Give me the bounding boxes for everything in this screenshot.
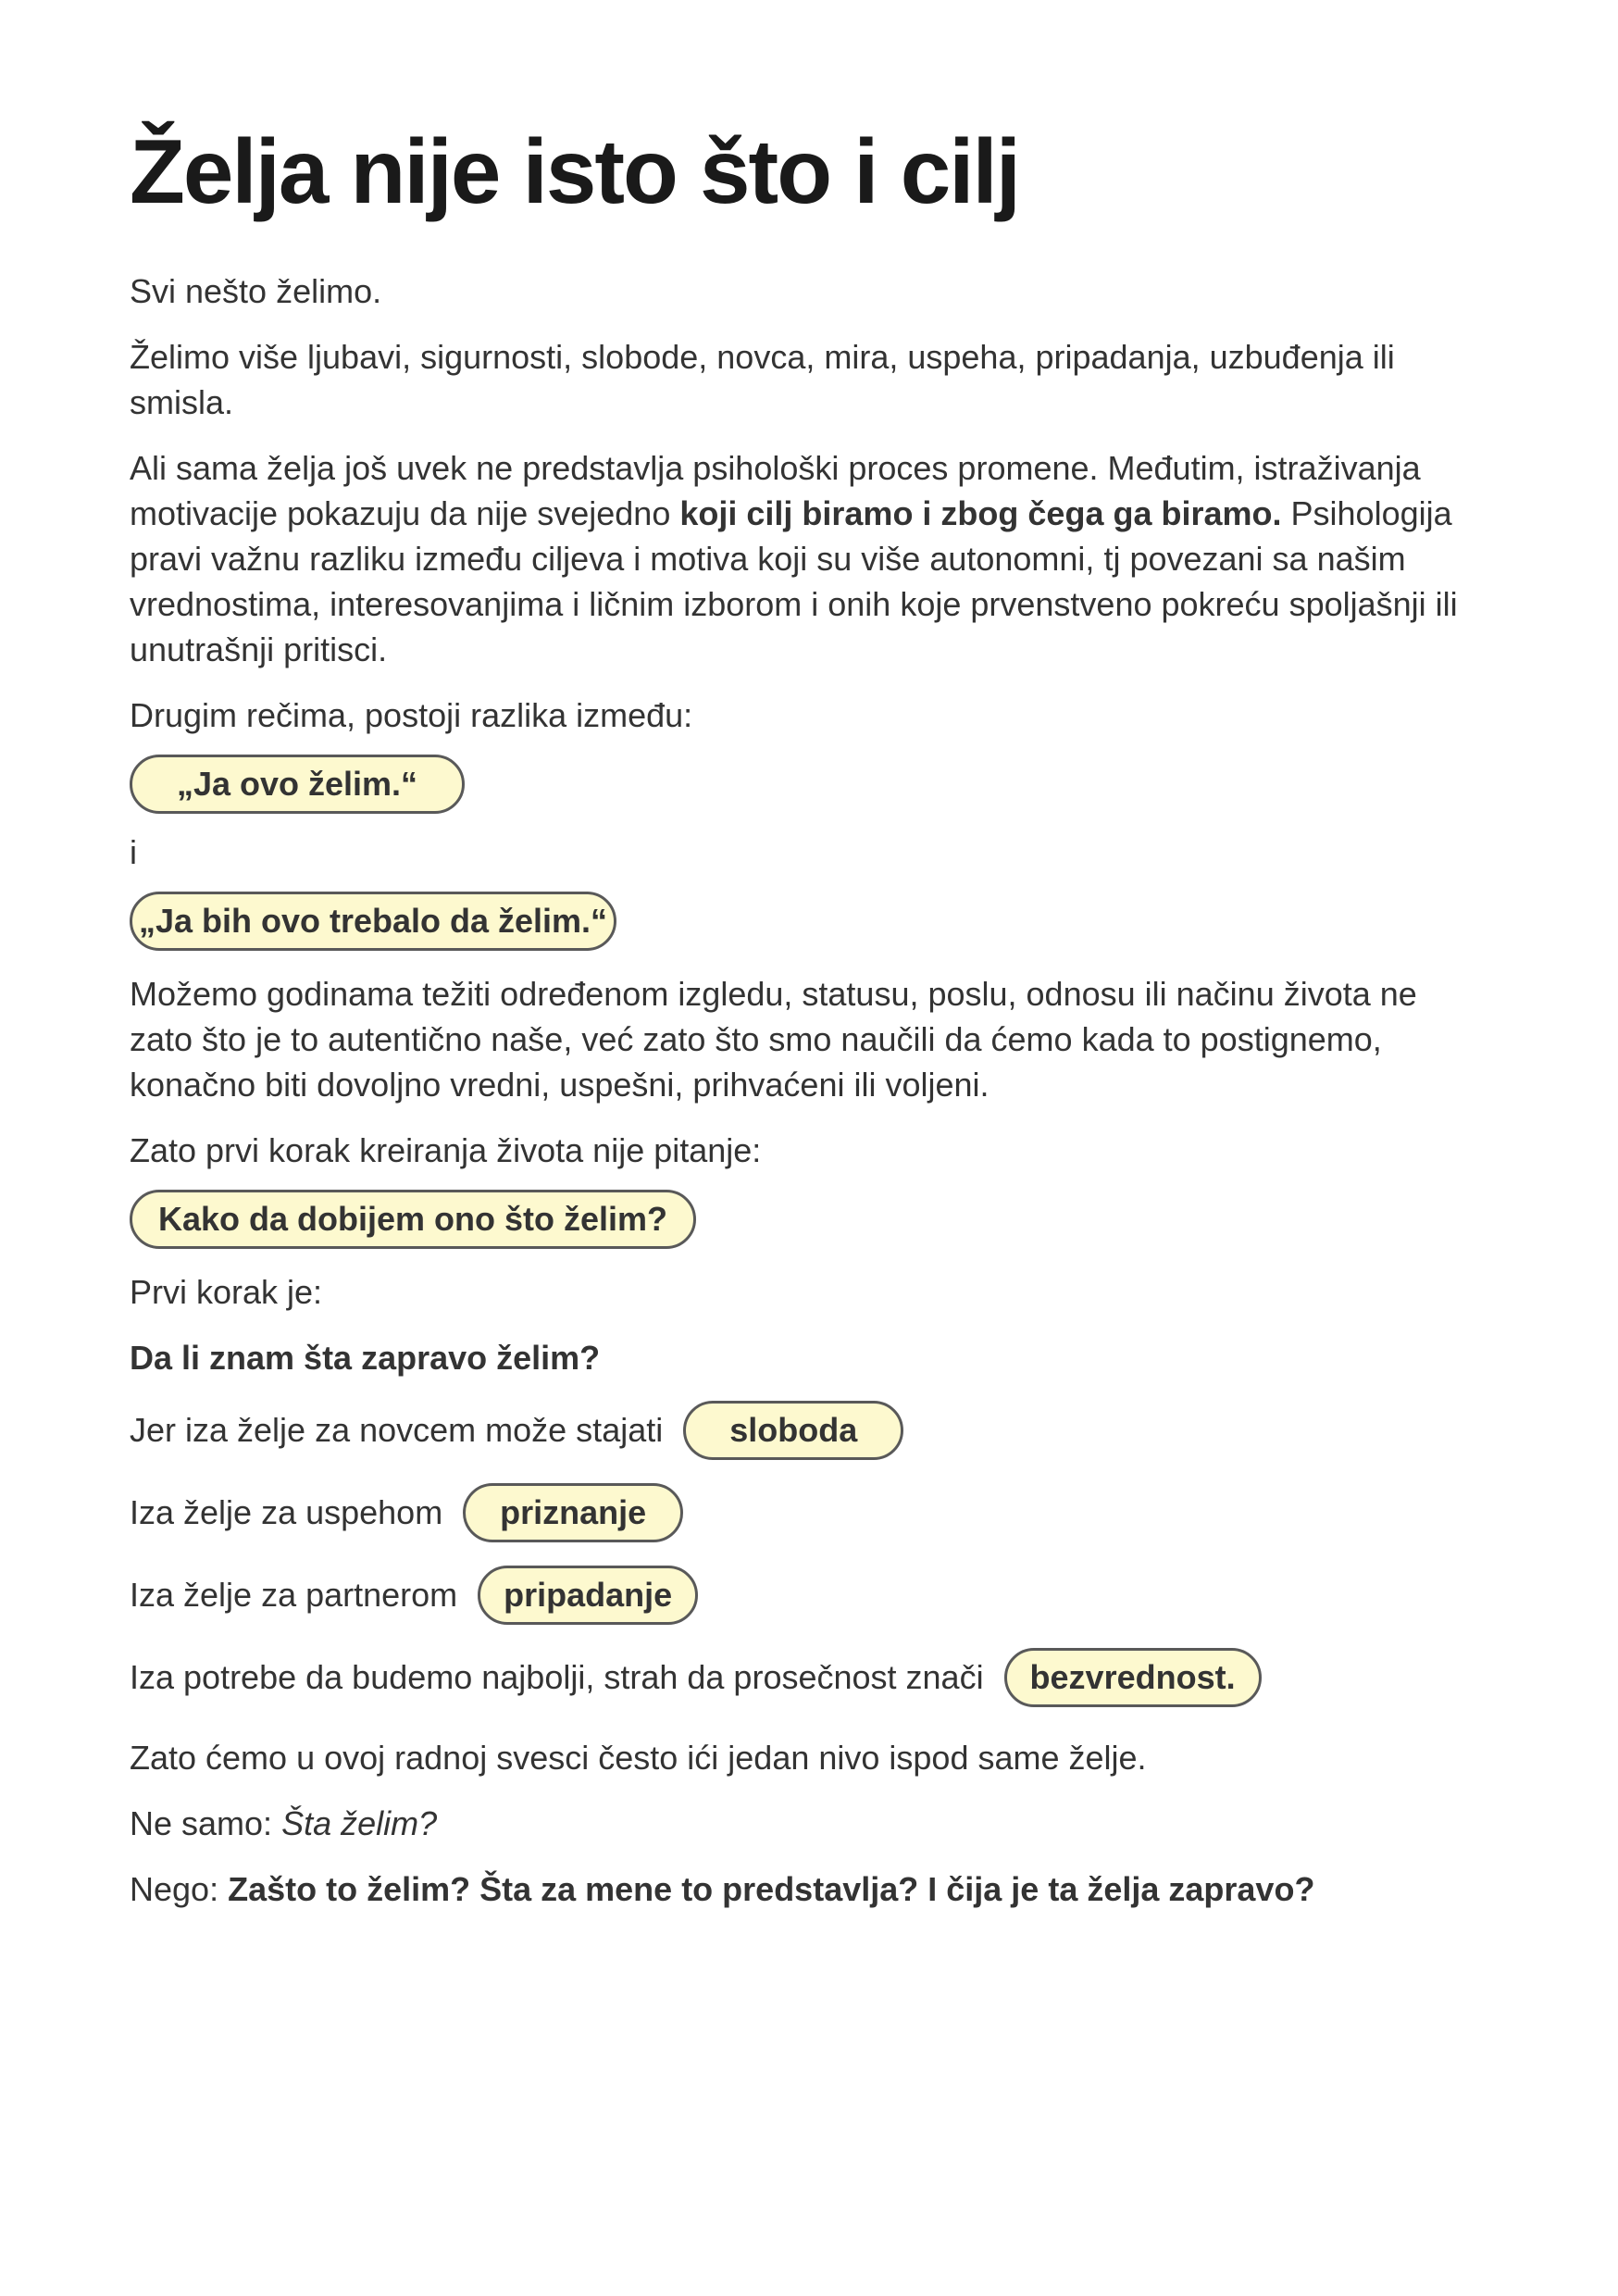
motivation-emphasis: koji cilj biramo i zbog čega ga biramo. bbox=[679, 493, 1282, 532]
closing-but-questions: Zašto to želim? Šta za mene to predstavlja? I čija je ta želja zapravo? bbox=[228, 1869, 1315, 1908]
motivation-text-start: Ali sama želja još uvek ne predstavlja psihološki proces promene. Međutim, istraživanja motivacije pokazuju da nije svejedno bbox=[130, 448, 1421, 532]
motivation-paragraph bbox=[130, 445, 1488, 672]
page-title: Želja nije isto što i cilj bbox=[130, 120, 1019, 222]
desire-pill-belonging: pripadanje bbox=[478, 1566, 698, 1625]
intro-paragraph: Svi nešto želimo. bbox=[130, 271, 382, 310]
connector-text: i bbox=[130, 832, 137, 871]
difference-intro: Drugim rečima, postoji razlika između: bbox=[130, 695, 693, 734]
quote-pill-want: „Ja ovo želim.“ bbox=[130, 755, 465, 814]
closing-but-prefix: Nego: bbox=[130, 1869, 229, 1908]
desire-pill-freedom: sloboda bbox=[683, 1401, 903, 1460]
first-step-label: Prvi korak je: bbox=[130, 1272, 323, 1311]
desire-row-text: Jer iza želje za novcem može stajati bbox=[130, 1411, 664, 1450]
question-pill-how: Kako da dobijem ono što želim? bbox=[130, 1190, 696, 1249]
desire-row-partner bbox=[130, 1566, 1488, 1625]
desires-paragraph: Želimo više ljubavi, sigurnosti, slobode, novca, mira, uspeha, pripadanja, uzbuđenja ili smisla. bbox=[130, 337, 1395, 421]
desire-row-success bbox=[130, 1483, 1488, 1542]
closing-not-only bbox=[130, 1801, 1488, 1846]
closing-but bbox=[130, 1866, 1488, 1912]
motivation-text-end: Psihologija pravi važnu razliku između ciljeva i motiva koji su više autonomni, tj povezani sa našim vrednostima, interesovanjima i ličnim izborom i onih koje prvenstveno pokreću spoljašnji ili unutrašnji pritisci. bbox=[130, 493, 1458, 668]
first-step-question-bold: Da li znam šta zapravo želim? bbox=[130, 1338, 601, 1377]
quote-pill-row-2 bbox=[130, 892, 1488, 951]
question-pill-row bbox=[130, 1190, 1488, 1249]
desire-row-money bbox=[130, 1401, 1488, 1460]
desire-row-text: Iza želje za uspehom bbox=[130, 1493, 443, 1532]
closing-paragraph: Zato ćemo u ovoj radnoj svesci često ići jedan nivo ispod same želje. bbox=[130, 1738, 1147, 1777]
desire-row-text: Iza želje za partnerom bbox=[130, 1576, 458, 1615]
first-step-question bbox=[130, 1335, 1488, 1380]
desire-row-text: Iza potrebe da budemo najbolji, strah da prosečnost znači bbox=[130, 1658, 984, 1697]
desire-pill-recognition: priznanje bbox=[463, 1483, 683, 1542]
desire-row-best bbox=[130, 1648, 1488, 1707]
quote-pill-should: „Ja bih ovo trebalo da želim.“ bbox=[130, 892, 616, 951]
closing-not-only-question: Šta želim? bbox=[281, 1803, 438, 1842]
first-step-question-intro: Zato prvi korak kreiranja života nije pitanje: bbox=[130, 1130, 762, 1169]
striving-paragraph: Možemo godinama težiti određenom izgledu, statusu, poslu, odnosu ili načinu života ne zato što je to autentično naše, već zato što smo naučili da ćemo kada to postignemo, konačno biti dovoljno vredni, uspešni, prihvaćeni ili voljeni. bbox=[130, 974, 1417, 1104]
desire-pill-worthlessness: bezvrednost. bbox=[1004, 1648, 1262, 1707]
closing-not-only-prefix: Ne samo: bbox=[130, 1803, 282, 1842]
quote-pill-row-1 bbox=[130, 755, 1488, 814]
